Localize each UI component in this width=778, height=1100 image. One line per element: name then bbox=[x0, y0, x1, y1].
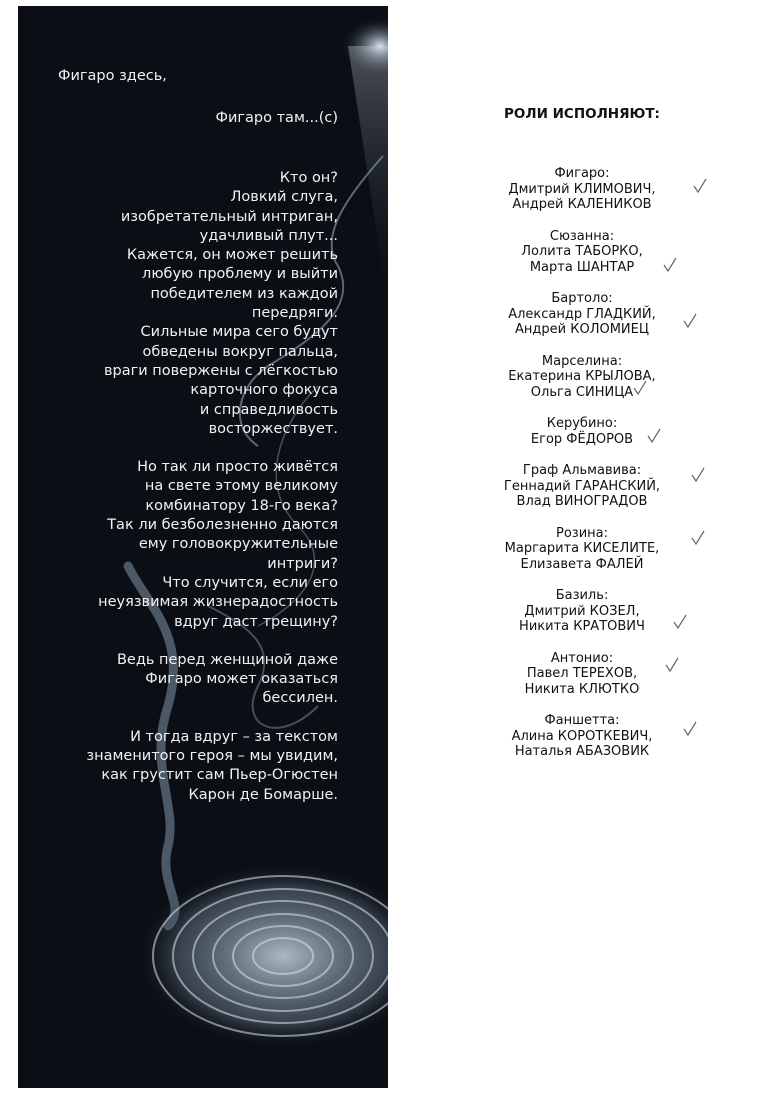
poem-line: обведены вокруг пальца, bbox=[142, 343, 338, 360]
cast-title: РОЛИ ИСПОЛНЯЮТ: bbox=[504, 106, 660, 122]
cast-role-bartolo bbox=[470, 291, 694, 338]
poem-stanza bbox=[18, 169, 338, 439]
checkmark-icon bbox=[690, 467, 706, 483]
cast-role-basilio bbox=[470, 588, 694, 635]
actor-name: Алина КОРОТКЕВИЧ, bbox=[511, 728, 653, 744]
poem-line: удачливый плут... bbox=[199, 227, 338, 244]
poem-line: интриги? bbox=[267, 555, 338, 572]
actor-name: Наталья АБАЗОВИК bbox=[514, 744, 650, 759]
actor-name: Никита КРАТОВИЧ bbox=[519, 619, 645, 634]
poem-line: враги повержены с лёгкостью bbox=[103, 362, 338, 379]
intro-line-1: Фигаро здесь, bbox=[58, 68, 167, 84]
role-name: Фигаро: bbox=[554, 166, 610, 181]
cast-role-figaro bbox=[470, 166, 694, 213]
poem-line: Что случится, если его bbox=[162, 574, 338, 591]
cast-role-susanna bbox=[470, 229, 694, 276]
poem-line: изобретательный интриган, bbox=[120, 208, 338, 225]
actor-name: Андрей КОЛОМИЕЦ bbox=[515, 322, 649, 337]
checkmark-icon bbox=[662, 257, 678, 273]
poem-text bbox=[18, 169, 338, 824]
poem-line: ему головокружительные bbox=[138, 536, 338, 553]
actor-name: Ольга СИНИЦА bbox=[530, 384, 634, 400]
cast-role-antonio bbox=[470, 651, 694, 698]
poster-panel bbox=[18, 6, 388, 1088]
checkmark-icon bbox=[682, 721, 698, 737]
role-name: Сюзанна: bbox=[549, 228, 615, 244]
cast-role-marcellina bbox=[470, 354, 694, 401]
actor-name: Дмитрий КЛИМОВИЧ, bbox=[508, 181, 656, 197]
actor-name: Егор ФЁДОРОВ bbox=[530, 431, 634, 447]
actor-name: Александр ГЛАДКИЙ, bbox=[508, 306, 656, 322]
actor-name: Елизавета ФАЛЕЙ bbox=[520, 556, 644, 572]
checkmark-icon bbox=[690, 530, 706, 546]
poem-line: Карон де Бомарше. bbox=[188, 786, 338, 803]
checkmark-icon bbox=[672, 614, 688, 630]
poem-line: Сильные мира сего будут bbox=[140, 324, 338, 341]
poem-stanza bbox=[18, 651, 338, 709]
poem-line: неуязвимая жизнерадостность bbox=[98, 594, 338, 611]
poem-line: Кажется, он может решить bbox=[126, 247, 338, 264]
actor-name: Влад ВИНОГРАДОВ bbox=[516, 494, 648, 509]
poem-line: комбинатору 18-го века? bbox=[145, 497, 338, 514]
poem-line: победителем из каждой bbox=[150, 285, 338, 302]
checkmark-icon bbox=[646, 428, 662, 444]
poem-line: карточного фокуса bbox=[190, 382, 338, 399]
poem-line: передряги. bbox=[251, 305, 338, 322]
poem-line: Ведь перед женщиной даже bbox=[116, 651, 338, 668]
role-name: Марселина: bbox=[541, 353, 623, 369]
actor-name: Геннадий ГАРАНСКИЙ, bbox=[503, 478, 661, 494]
actor-name: Никита КЛЮТКО bbox=[524, 681, 640, 697]
role-name: Фаншетта: bbox=[544, 713, 620, 728]
checkmark-icon bbox=[664, 657, 680, 673]
actor-name: Екатерина КРЫЛОВА, bbox=[508, 369, 656, 384]
cast-role-cherubino bbox=[470, 416, 694, 447]
checkmark-icon bbox=[632, 380, 648, 396]
role-name: Базиль: bbox=[555, 588, 609, 603]
checkmark-icon bbox=[682, 313, 698, 329]
poem-line: Кто он? bbox=[279, 170, 338, 186]
actor-name: Андрей КАЛЕНИКОВ bbox=[512, 197, 652, 212]
poem-line: Ловкий слуга, bbox=[230, 189, 338, 206]
poem-line: и справедливость bbox=[199, 401, 338, 418]
poem-line: бессилен. bbox=[262, 690, 338, 707]
poem-stanza bbox=[18, 728, 338, 805]
poem-line: знаменитого героя – мы увидим, bbox=[86, 748, 338, 765]
role-name: Граф Альмавива: bbox=[522, 463, 642, 478]
poem-line: на свете этому великому bbox=[144, 478, 338, 495]
poem-line: вдруг даст трещину? bbox=[174, 613, 338, 630]
role-name: Бартоло: bbox=[551, 291, 613, 306]
poem-stanza bbox=[18, 458, 338, 632]
poem-line: восторжествует. bbox=[208, 420, 338, 437]
role-name: Розина: bbox=[556, 525, 608, 541]
cast-list bbox=[470, 106, 694, 776]
cast-role-count-almaviva bbox=[470, 463, 694, 510]
actor-name: Марта ШАНТАР bbox=[529, 259, 635, 275]
intro-line-2: Фигаро там...(с) bbox=[215, 110, 338, 126]
actor-name: Дмитрий КОЗЕЛ, bbox=[524, 603, 640, 619]
poem-line: Но так ли просто живётся bbox=[137, 459, 338, 476]
actor-name: Павел ТЕРЕХОВ, bbox=[526, 666, 638, 681]
poem-line: И тогда вдруг – за текстом bbox=[130, 728, 338, 745]
cast-role-rosina bbox=[470, 526, 694, 573]
poem-line: Так ли безболезненно даются bbox=[107, 517, 338, 534]
poem-line: Фигаро может оказаться bbox=[145, 671, 338, 688]
cast-role-fanchette bbox=[470, 713, 694, 760]
role-name: Керубино: bbox=[546, 416, 618, 431]
actor-name: Маргарита КИСЕЛИТЕ, bbox=[504, 541, 660, 556]
poem-line: как грустит сам Пьер-Огюстен bbox=[101, 767, 338, 784]
poem-line: любую проблему и выйти bbox=[142, 266, 338, 283]
role-name: Антонио: bbox=[550, 650, 614, 666]
checkmark-icon bbox=[692, 178, 708, 194]
actor-name: Лолита ТАБОРКО, bbox=[521, 244, 643, 259]
